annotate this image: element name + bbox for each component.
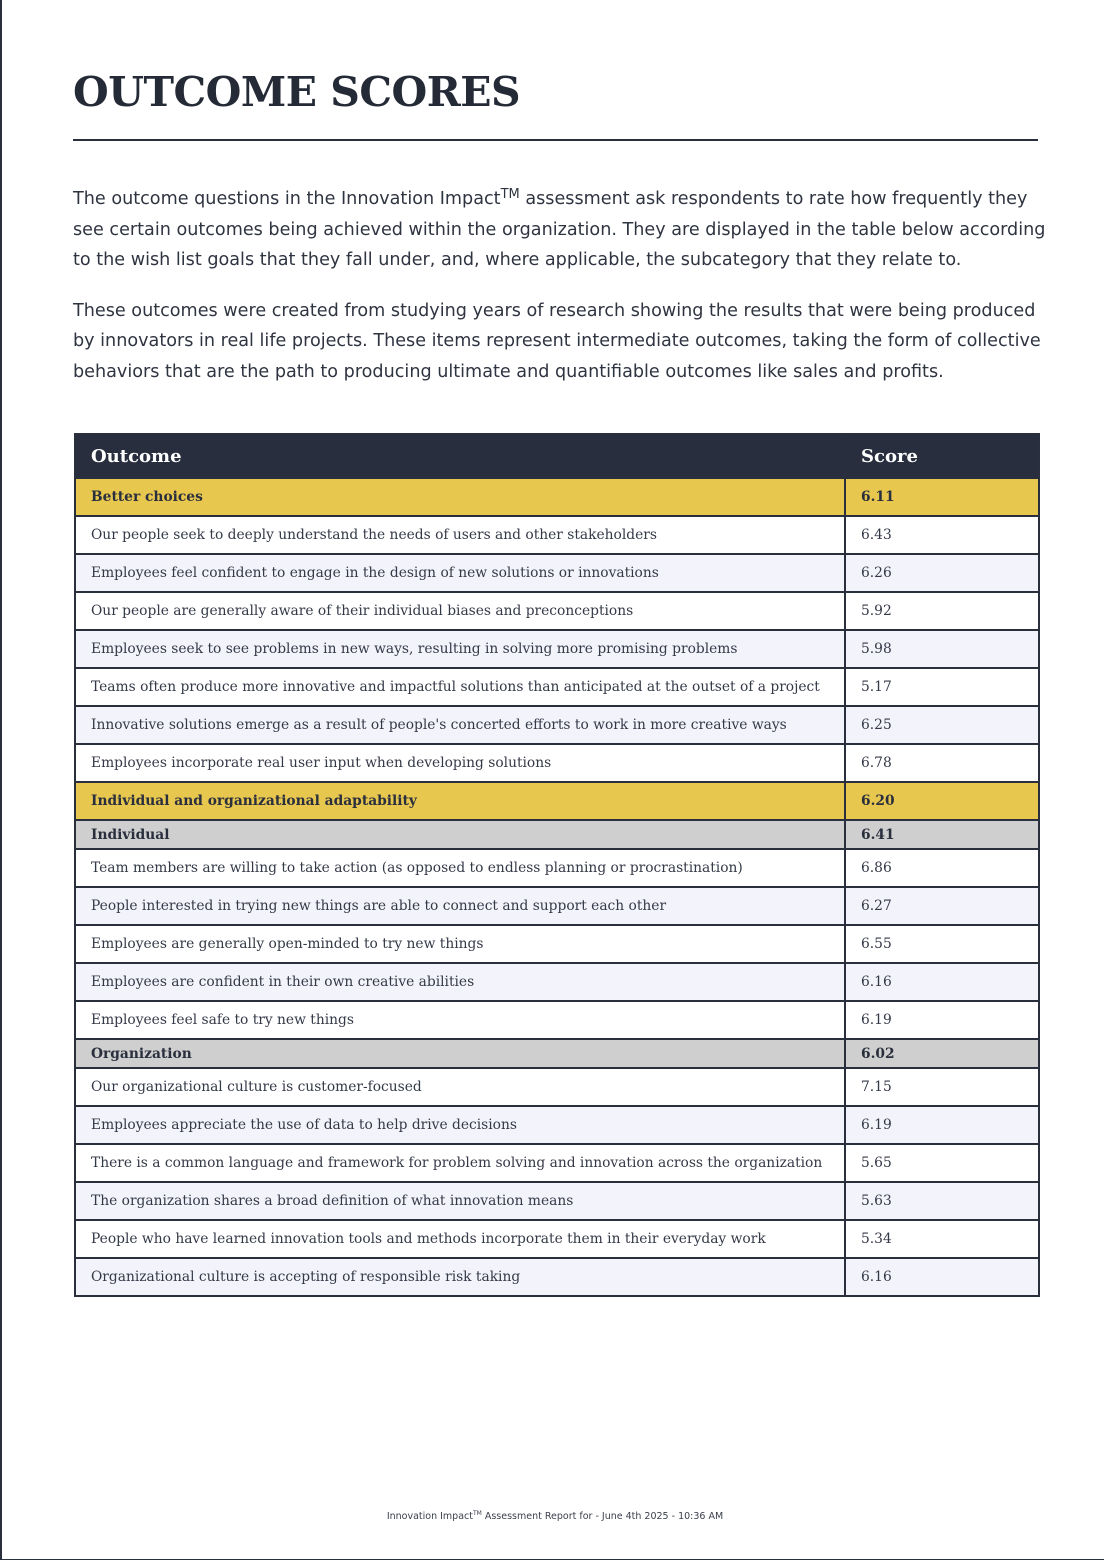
table-row <box>75 706 1039 744</box>
outcome-cell: The organization shares a broad definition of what innovation means <box>75 1182 845 1220</box>
table-row <box>75 1220 1039 1258</box>
outcome-cell: Employees incorporate real user input when developing solutions <box>75 744 845 782</box>
page-title: OUTCOME SCORES <box>73 68 521 116</box>
score-cell: 6.19 <box>845 1001 1039 1039</box>
outcome-cell: Employees are confident in their own creative abilities <box>75 963 845 1001</box>
intro-p1-before: The outcome questions in the Innovation Impact <box>73 189 501 209</box>
footer-before: Innovation Impact <box>386 1511 473 1522</box>
outcome-cell: Organization <box>75 1039 845 1068</box>
score-cell: 6.26 <box>845 554 1039 592</box>
score-cell: 6.02 <box>845 1039 1039 1068</box>
subcategory-row <box>75 1039 1039 1068</box>
subcategory-row <box>75 820 1039 849</box>
table-row <box>75 887 1039 925</box>
score-cell: 7.15 <box>845 1068 1039 1106</box>
outcome-cell: Employees appreciate the use of data to help drive decisions <box>75 1106 845 1144</box>
outcome-cell: Employees seek to see problems in new ways, resulting in solving more promising problems <box>75 630 845 668</box>
table-row <box>75 849 1039 887</box>
score-cell: 6.27 <box>845 887 1039 925</box>
table-row <box>75 744 1039 782</box>
outcome-cell: Teams often produce more innovative and impactful solutions than anticipated at the outset of a project <box>75 668 845 706</box>
table-row <box>75 963 1039 1001</box>
outcome-cell: Employees are generally open-minded to try new things <box>75 925 845 963</box>
score-cell: 6.41 <box>845 820 1039 849</box>
intro-p1-after: assessment ask respondents to rate how frequently they see certain outcomes being achieved within the organization. They are displayed in the table below according to the wish list goals that they fall under, and, where applicable, the subcategory that they relate to. <box>73 189 1046 270</box>
score-cell: 5.98 <box>845 630 1039 668</box>
table-body <box>75 478 1039 1296</box>
outcome-scores-table <box>74 433 1040 1297</box>
outcome-cell: Better choices <box>75 478 845 516</box>
score-cell: 6.16 <box>845 963 1039 1001</box>
table-row <box>75 668 1039 706</box>
outcome-cell: Innovative solutions emerge as a result of people's concerted efforts to work in more creative ways <box>75 706 845 744</box>
outcome-cell: Our people are generally aware of their individual biases and preconceptions <box>75 592 845 630</box>
score-cell: 6.55 <box>845 925 1039 963</box>
footer-trademark: TM <box>473 1510 482 1517</box>
table-row <box>75 1258 1039 1296</box>
footer-after: Assessment Report for - June 4th 2025 - 10:36 AM <box>481 1511 724 1522</box>
score-cell: 6.25 <box>845 706 1039 744</box>
table-row <box>75 592 1039 630</box>
goal-row <box>75 478 1039 516</box>
outcome-cell: There is a common language and framework for problem solving and innovation across the organization <box>75 1144 845 1182</box>
outcome-cell: People interested in trying new things are able to connect and support each other <box>75 887 845 925</box>
goal-row <box>75 782 1039 820</box>
outcome-cell: People who have learned innovation tools and methods incorporate them in their everyday work <box>75 1220 845 1258</box>
table-row <box>75 1144 1039 1182</box>
score-cell: 5.63 <box>845 1182 1039 1220</box>
outcome-cell: Individual <box>75 820 845 849</box>
trademark-mark: TM <box>500 187 520 202</box>
outcome-cell: Our people seek to deeply understand the needs of users and other stakeholders <box>75 516 845 554</box>
score-cell: 5.92 <box>845 592 1039 630</box>
title-divider <box>73 139 1038 141</box>
outcome-cell: Employees feel safe to try new things <box>75 1001 845 1039</box>
score-cell: 6.16 <box>845 1258 1039 1296</box>
outcome-cell: Employees feel confident to engage in the design of new solutions or innovations <box>75 554 845 592</box>
page-footer <box>2 1511 1106 1522</box>
intro-paragraph-1 <box>73 184 1048 276</box>
column-header-score: Score <box>845 434 1039 478</box>
table-row <box>75 1001 1039 1039</box>
table-header-row <box>75 434 1039 478</box>
outcome-cell: Team members are willing to take action (as opposed to endless planning or procrastination) <box>75 849 845 887</box>
score-cell: 5.65 <box>845 1144 1039 1182</box>
outcome-cell: Our organizational culture is customer-focused <box>75 1068 845 1106</box>
score-cell: 6.19 <box>845 1106 1039 1144</box>
table-row <box>75 1068 1039 1106</box>
table-row <box>75 630 1039 668</box>
intro-paragraph-2: These outcomes were created from studying years of research showing the results that were being produced by innovators in real life projects. These items represent intermediate outcomes, taking the form of collective behaviors that are the path to producing ultimate and quantifiable outcomes like sales and profits. <box>73 300 1041 382</box>
score-cell: 6.20 <box>845 782 1039 820</box>
table-row <box>75 1182 1039 1220</box>
column-header-outcome: Outcome <box>75 434 845 478</box>
intro-text <box>73 184 1048 407</box>
score-cell: 5.34 <box>845 1220 1039 1258</box>
score-cell: 5.17 <box>845 668 1039 706</box>
score-cell: 6.86 <box>845 849 1039 887</box>
table-row <box>75 516 1039 554</box>
score-cell: 6.78 <box>845 744 1039 782</box>
table-row <box>75 925 1039 963</box>
outcome-cell: Organizational culture is accepting of responsible risk taking <box>75 1258 845 1296</box>
score-cell: 6.43 <box>845 516 1039 554</box>
score-cell: 6.11 <box>845 478 1039 516</box>
outcome-cell: Individual and organizational adaptability <box>75 782 845 820</box>
table-row <box>75 1106 1039 1144</box>
table-row <box>75 554 1039 592</box>
